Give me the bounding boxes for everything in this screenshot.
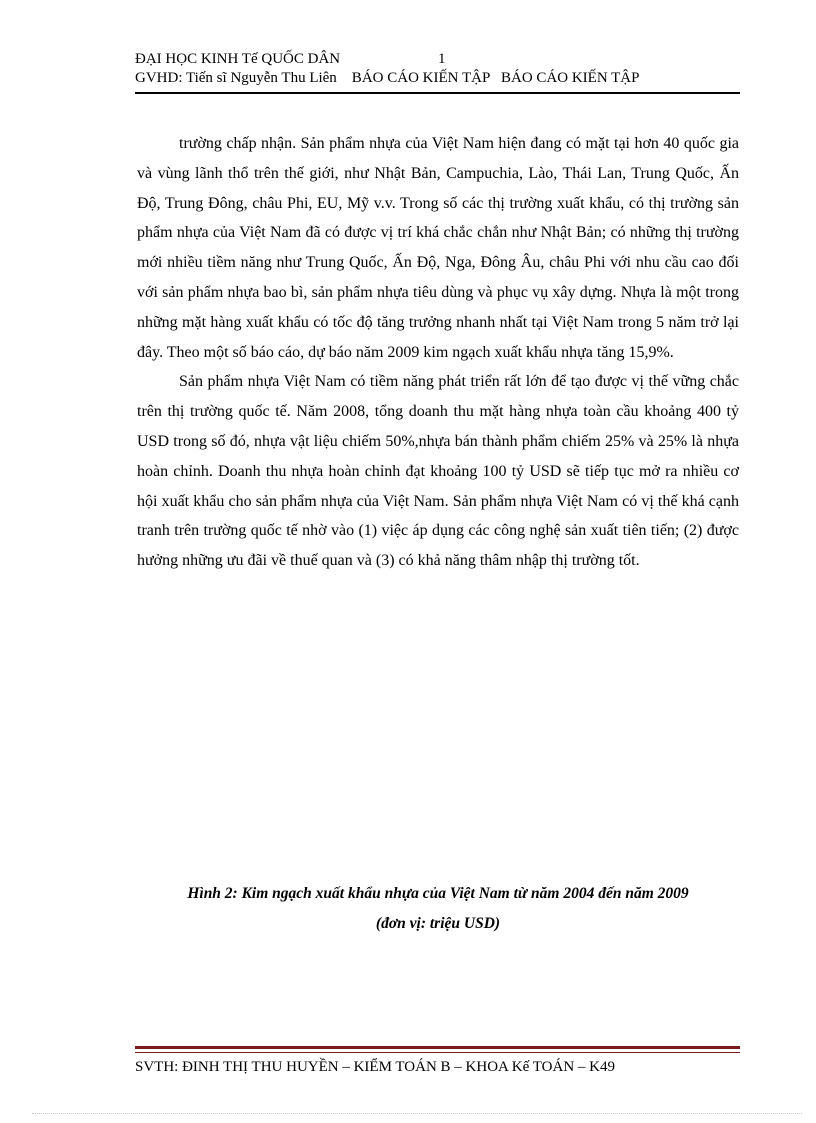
figure-caption bbox=[137, 879, 739, 939]
page-number: 1 bbox=[438, 51, 446, 67]
footer-divider bbox=[135, 1046, 740, 1049]
paragraph: trường chấp nhận. Sản phẩm nhựa của Việt Nam hiện đang có mặt tại hơn 40 quốc gia và vùng lãnh thổ trên thế giới, như Nhật Bản, Campuchia, Lào, Thái Lan, Trung Quốc, Ấn Độ, Trung Đông, châu Phi, EU, Mỹ v.v. Trong số các thị trường xuất khẩu, có thị trường sản phẩm nhựa của Việt Nam đã có được vị trí khá chắc chắn như Nhật Bản; có những thị trường mới nhiều tiềm năng như Trung Quốc, Ấn Độ, Nga, Đông Âu, châu Phi với nhu cầu cao đối với sản phẩm nhựa bao bì, sản phẩm nhựa tiêu dùng và phục vụ xây dựng. Nhựa là một trong những mặt hàng xuất khẩu có tốc độ tăng trưởng nhanh nhất tại Việt Nam trong 5 năm trở lại đây. Theo một số báo cáo, dự báo năm 2009 kim ngạch xuất khẩu nhựa tăng 15,9%. bbox=[137, 135, 739, 361]
header-row-bottom bbox=[135, 69, 740, 88]
header-row-top bbox=[135, 50, 740, 69]
figure-caption-unit: (đơn vị: triệu USD) bbox=[375, 915, 501, 932]
page-header bbox=[135, 50, 740, 88]
footer-text: SVTH: ĐINH THỊ THU HUYỀN – KIỂM TOÁN B – KHOA Kế TOÁN – K49 bbox=[135, 1059, 615, 1075]
document-body bbox=[137, 129, 739, 576]
supervisor-line: GVHD: Tiến sĩ Nguyễn Thu Liên BÁO CÁO KIẾN TẬP BÁO CÁO KIẾN TẬP bbox=[135, 70, 640, 86]
page-boundary bbox=[32, 1113, 802, 1114]
footer-divider-thin bbox=[135, 1052, 740, 1053]
header-divider bbox=[135, 92, 740, 94]
university-name: ĐẠI HỌC KINH Tế QUỐC DÂN bbox=[135, 51, 341, 67]
page-footer bbox=[135, 1057, 740, 1077]
figure-caption-title: Hình 2: Kim ngạch xuất khẩu nhựa của Việt Nam từ năm 2004 đến năm 2009 bbox=[187, 885, 689, 902]
paragraph: Sản phẩm nhựa Việt Nam có tiềm năng phát triển rất lớn để tạo được vị thế vững chắc trên thị trường quốc tế. Năm 2008, tổng doanh thu mặt hàng nhựa toàn cầu khoảng 400 tỷ USD trong số đó, nhựa vật liệu chiếm 50%,nhựa bán thành phẩm chiếm 25% và 25% là nhựa hoàn chỉnh. Doanh thu nhựa hoàn chỉnh đạt khoảng 100 tỷ USD sẽ tiếp tục mở ra nhiều cơ hội xuất khẩu cho sản phẩm nhựa của Việt Nam. Sản phẩm nhựa Việt Nam có vị thế khá cạnh tranh trên trường quốc tế nhờ vào (1) việc áp dụng các công nghệ sản xuất tiên tiến; (2) được hưởng những ưu đãi về thuế quan và (3) có khả năng thâm nhập thị trường tốt. bbox=[137, 373, 739, 570]
